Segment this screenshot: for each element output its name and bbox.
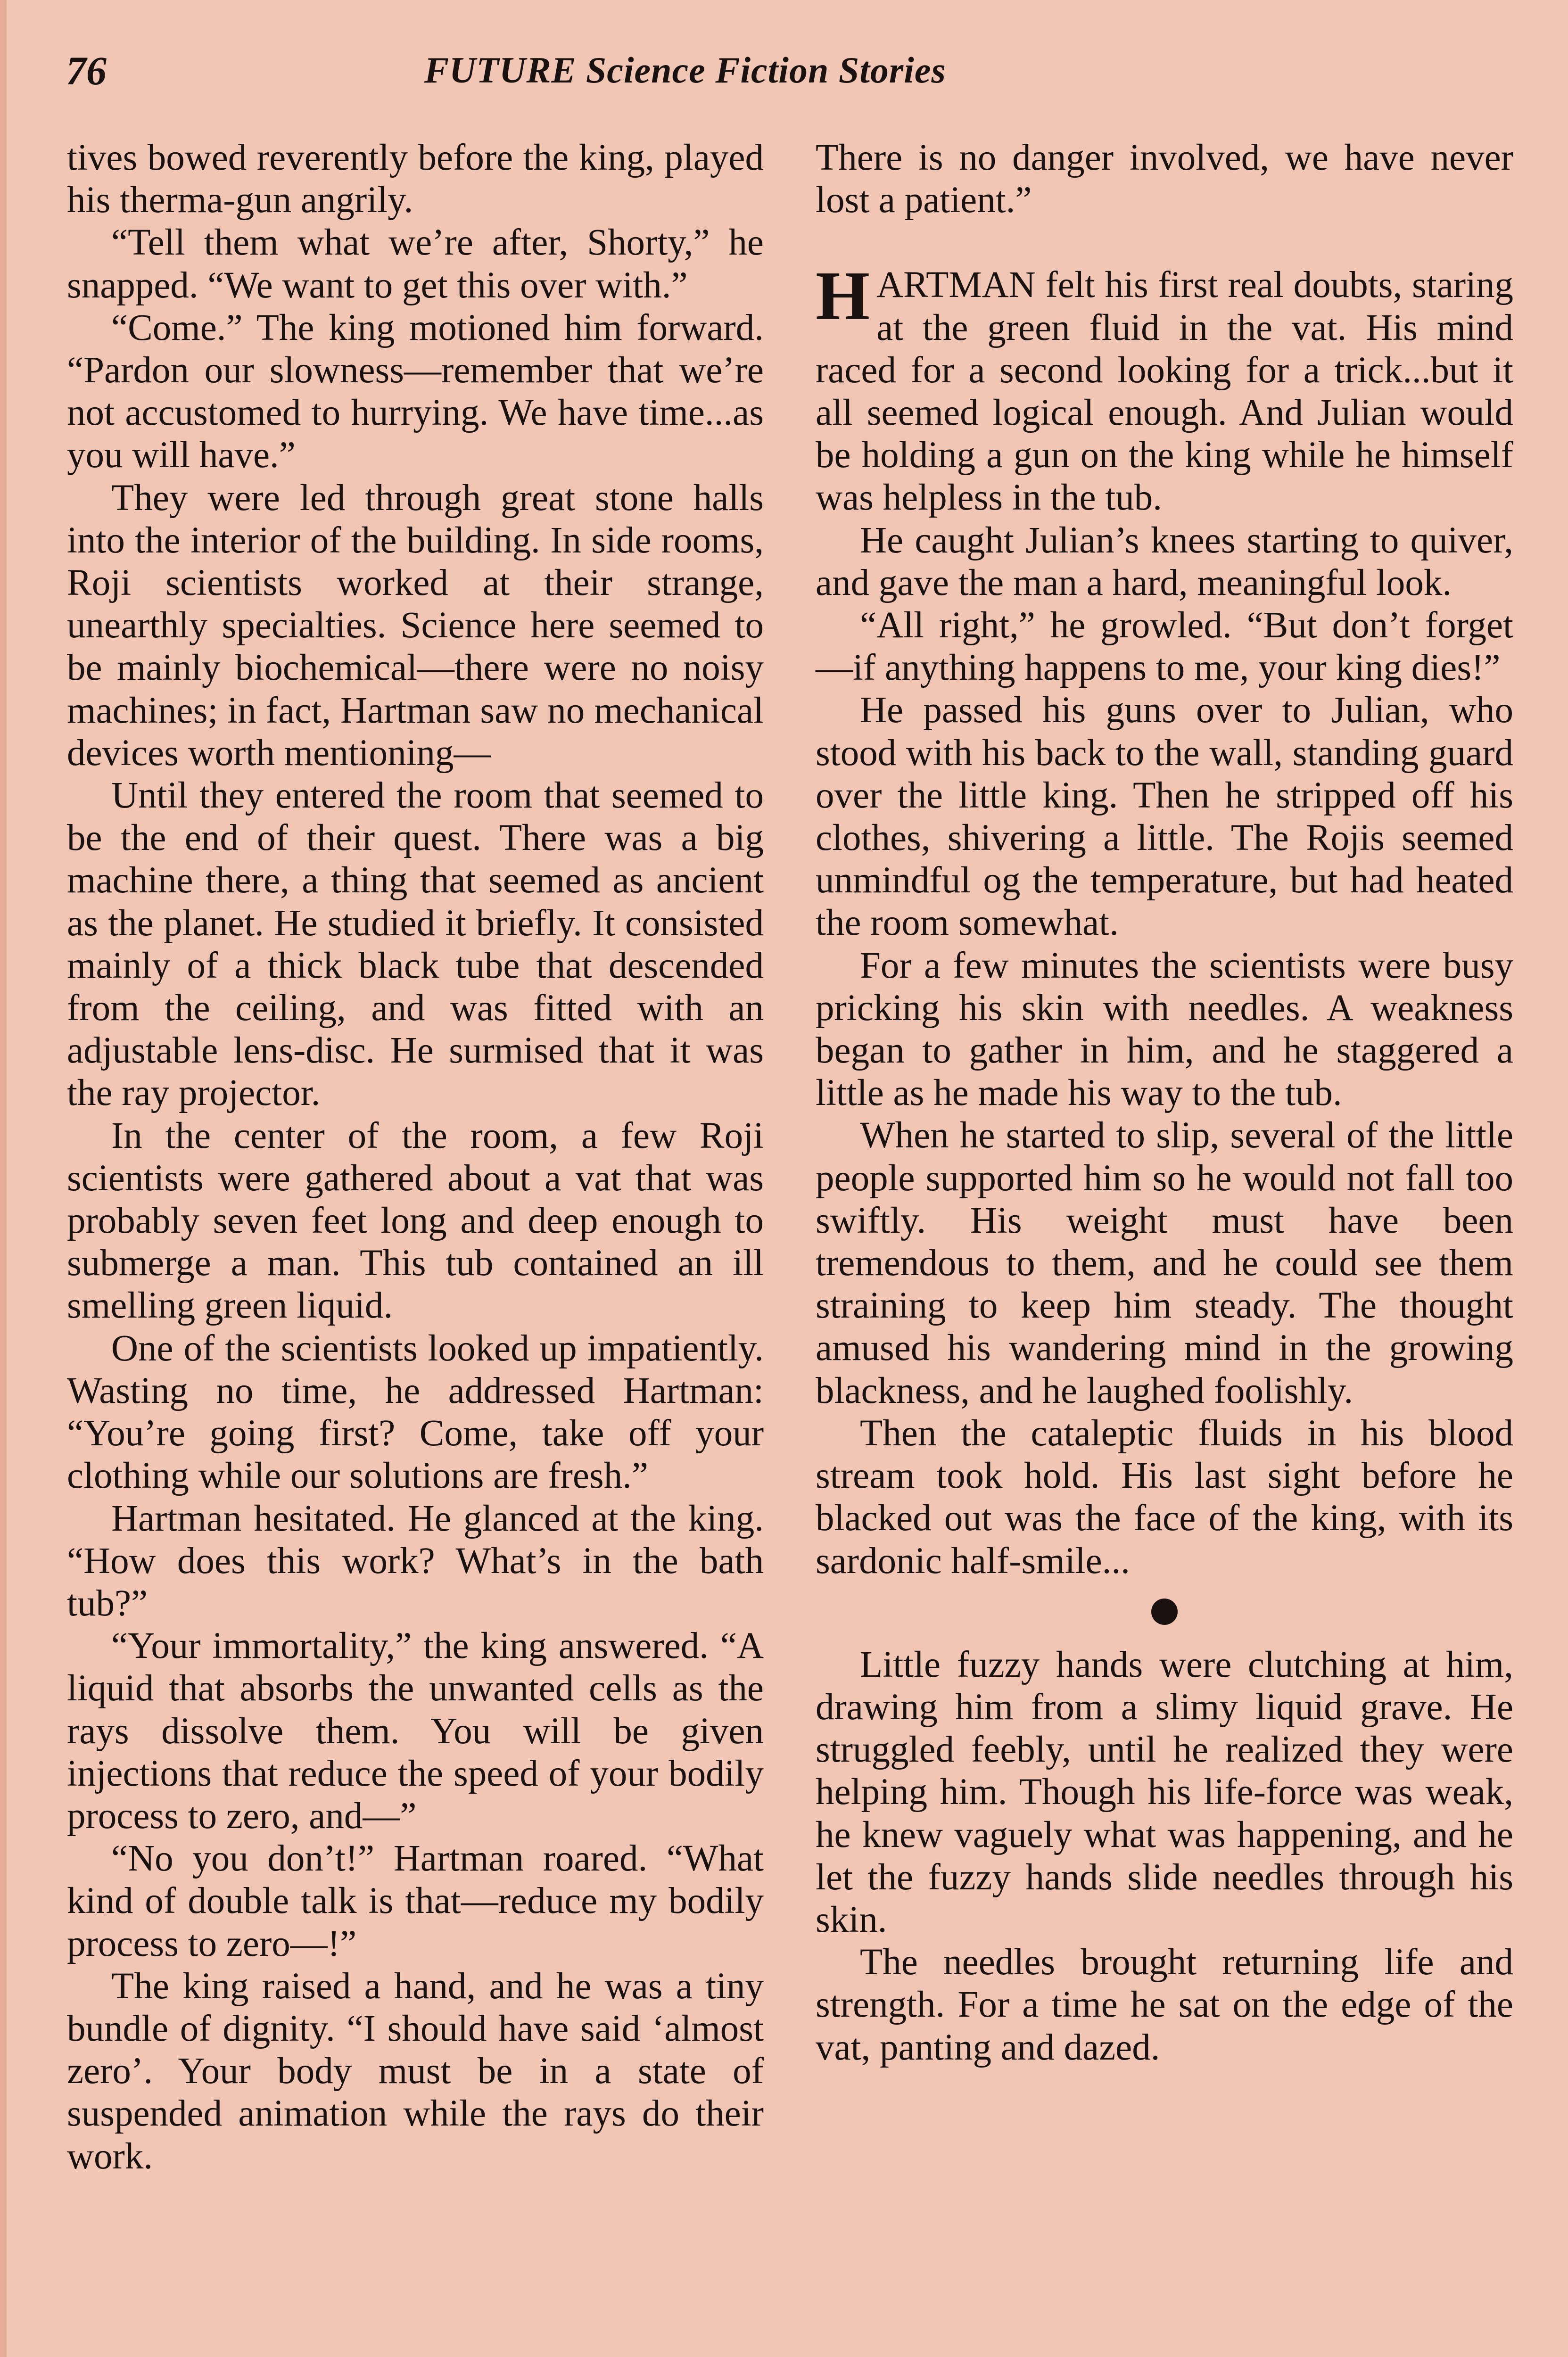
paragraph: Until they entered the room that seemed to be the end of their quest. There was a big machine there, a thing that seemed as ancient as the planet. He studied it briefly. It consisted mainly of a thick black tube that descended from the ceiling, and was fitted with an adjustable lens-disc. He surmised that it was the ray projector. (67, 775, 764, 1114)
paragraph: tives bowed reverently before the king, played his therma-gun angrily. (67, 137, 764, 221)
paragraph: For a few minutes the scientists were busy pricking his skin with needles. A weakness began to gather in him, and he staggered a little as he made his way to the tub. (816, 945, 1513, 1114)
paragraph: One of the scientists looked up impatiently. Wasting no time, he addressed Hartman: “You’re going first? Come, take off your clothing while our solutions are fresh.” (67, 1327, 764, 1497)
paragraph: In the center of the room, a few Roji scientists were gathered about a vat that was probably seven feet long and deep enough to submerge a man. This tub contained an ill smelling green liquid. (67, 1115, 764, 1327)
paragraph: “Come.” The king motioned him forward. “Pardon our slowness—remember that we’re not accustomed to hurrying. We have time...as you will have.” (67, 307, 764, 476)
page-edge (0, 0, 7, 2357)
drop-cap: H (816, 257, 870, 335)
paragraph: He caught Julian’s knees starting to quiver, and gave the man a hard, meaningful look. (816, 519, 1513, 603)
paragraph: There is no danger involved, we have never lost a patient.” (816, 137, 1513, 221)
paragraph: Little fuzzy hands were clutching at him, drawing him from a slimy liquid grave. He struggled feebly, until he realized they were helping him. Though his life-force was weak, he knew vaguely what was happening, and he let the fuzzy hands slide needles through his skin. (816, 1644, 1513, 1940)
paragraph: The king raised a hand, and he was a tiny bundle of dignity. “I should have said ‘almost zero’. Your body must be in a state of suspended animation while the rays do their work. (67, 1965, 764, 2177)
dropcap-paragraph-text: ARTMAN felt his first real doubts, staring at the green fluid in the vat. His mind raced for a second looking for a trick...but it all seemed logical enough. And Julian would be holding a gun on the king while he himself was helpless in the tub. (816, 264, 1513, 519)
paragraph: Hartman hesitated. He glanced at the king. “How does this work? What’s in the bath tub?” (67, 1498, 764, 1624)
paragraph: When he started to slip, several of the little people supported him so he would not fall too swiftly. His weight must have been tremendous to them, and he could see them straining to keep him steady. The thought amused his wandering mind in the growing blackness, and he laughed foolishly. (816, 1115, 1513, 1411)
paragraph: Then the cataleptic fluids in his blood stream took hold. His last sight before he blacked out was the face of the king, with its sardonic half-smile... (816, 1412, 1513, 1582)
paragraph: “Your immortality,” the king answered. “A liquid that absorbs the unwanted cells as the rays dissolve them. You will be given injections that reduce the speed of your bodily process to zero, and—” (67, 1625, 764, 1837)
paragraph: “Tell them what we’re after, Shorty,” he snapped. “We want to get this over with.” (67, 222, 764, 306)
paragraph: He passed his guns over to Julian, who stood with his back to the wall, standing guard over the little king. Then he stripped off his clothes, shivering a little. The Rojis seemed unmindful og the temperature, but had heated the room somewhat. (816, 690, 1513, 944)
page-number: 76 (66, 48, 107, 93)
page-header (66, 47, 1542, 104)
paragraph: The needles brought returning life and strength. For a time he sat on the edge of the vat, panting and dazed. (816, 1942, 1513, 2068)
magazine-title: FUTURE Science Fiction Stories (424, 49, 946, 91)
paragraph: “All right,” he growled. “But don’t forget—if anything happens to me, your king dies!” (816, 605, 1513, 689)
paragraph: “No you don’t!” Hartman roared. “What kind of double talk is that—reduce my bodily process to zero—!” (67, 1838, 764, 1964)
paragraph: They were led through great stone halls into the interior of the building. In side rooms, Roji scientists worked at their strange, unearthly specialties. Science here seemed to be mainly biochemical—there were no noisy machines; in fact, Hartman saw no mechanical devices worth mentioning— (67, 477, 764, 774)
left-column (67, 137, 764, 2178)
section-break-bullet-icon (1151, 1599, 1178, 1625)
right-column (816, 137, 1513, 2069)
dropcap-paragraph (816, 257, 1513, 519)
section-break (816, 1582, 1513, 1644)
